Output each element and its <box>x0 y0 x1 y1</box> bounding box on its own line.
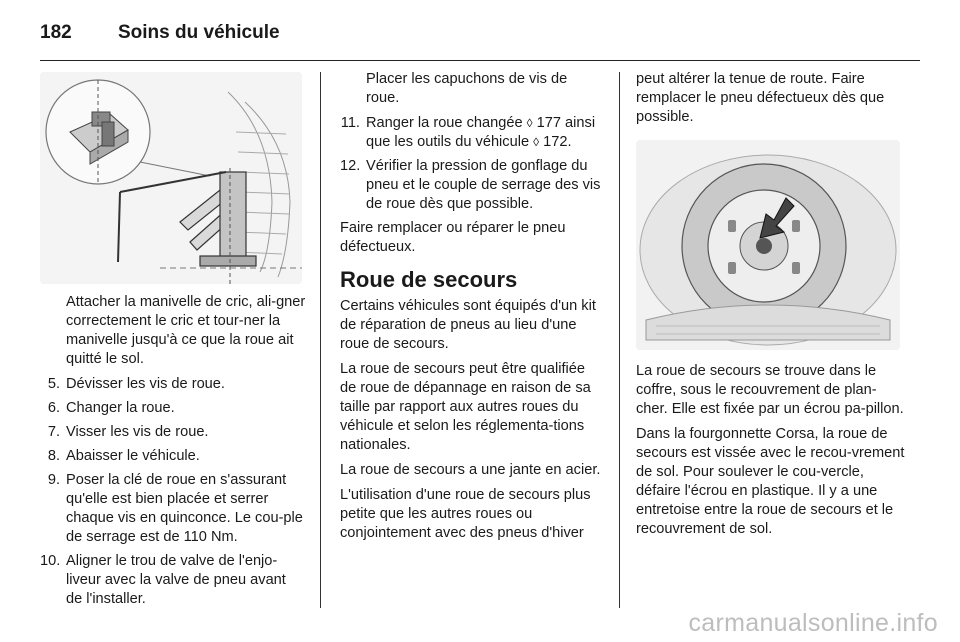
page-header <box>40 14 920 54</box>
list-item: 12. Vérifier la pression de gonflage du pneu et le couple de serrage des vis de roue dès que possible. <box>340 158 601 212</box>
column-2 <box>340 70 604 549</box>
list-item: 6. Changer la roue. <box>47 400 175 416</box>
section-heading: Roue de secours <box>340 267 518 292</box>
column-divider-1 <box>320 72 321 608</box>
paragraph: L'utilisation d'une roue de secours plus petite que les autres roues ou conjointement avec des pneus d'hiver <box>340 487 591 541</box>
page-title: Soins du véhicule <box>118 22 280 43</box>
continued-paragraph: Attacher la manivelle de cric, ali-gner correctement le cric et tour-ner la manivelle jusqu'à ce que la roue ait quitté le sol. <box>66 294 306 367</box>
continued-paragraph: Placer les capuchons de vis de roue. <box>366 71 568 106</box>
list-item: 10. Aligner le trou de valve de l'enjo-liveur avec la valve de pneu avant de l'installer. <box>40 553 286 607</box>
column-3-bottom <box>636 362 906 545</box>
page-number: 182 <box>40 22 72 43</box>
continued-paragraph: peut altérer la tenue de route. Faire remplacer le pneu défectueux dès que possible. <box>636 71 885 125</box>
column-1 <box>40 293 306 614</box>
page-ref-icon: ◊ <box>533 135 540 149</box>
paragraph: La roue de secours a une jante en acier. <box>340 462 601 478</box>
list-item: 8. Abaisser le véhicule. <box>47 448 200 464</box>
steps-list <box>340 114 604 214</box>
paragraph: Certains véhicules sont équipés d'un kit de réparation de pneus au lieu d'une roue de secours. <box>340 298 596 352</box>
list-item: 11. Ranger la roue changée ◊ 177 ainsi que les outils du véhicule ◊ 172. <box>340 115 596 150</box>
paragraph: La roue de secours peut être qualifiée de roue de dépannage en raison de sa taille par rapport aux autres roues du véhicule et selon les réglementa-tions nationales. <box>340 361 591 453</box>
column-divider-2 <box>619 72 620 608</box>
paragraph: Faire remplacer ou réparer le pneu défectueux. <box>340 220 566 255</box>
column-3-top <box>636 70 906 133</box>
paragraph: La roue de secours se trouve dans le coffre, sous le recouvrement de plan-cher. Elle est fixée par un écrou pa-pillon. <box>636 363 904 417</box>
car-jack-illustration <box>40 72 302 284</box>
watermark: carmanualsonline.info <box>688 609 938 637</box>
page-ref-icon: ◊ <box>526 116 533 130</box>
list-item: 7. Visser les vis de roue. <box>47 424 209 440</box>
paragraph: Dans la fourgonnette Corsa, la roue de secours est vissée avec le recou-vrement de sol. Pour soulever le cou-vercle, défaire l'écrou en plastique. Il y a une entretoise entre la roue de secours et le recouvrement de sol. <box>636 426 905 537</box>
header-divider <box>40 60 920 61</box>
list-item: 9. Poser la clé de roue en s'assurant qu'elle est bien placée et serrer chaque vis en quinconce. Le cou-ple de serrage est de 110 Nm. <box>47 472 303 545</box>
list-item: 5. Dévisser les vis de roue. <box>47 376 225 392</box>
steps-list <box>40 375 306 609</box>
spare-wheel-illustration <box>636 140 900 350</box>
